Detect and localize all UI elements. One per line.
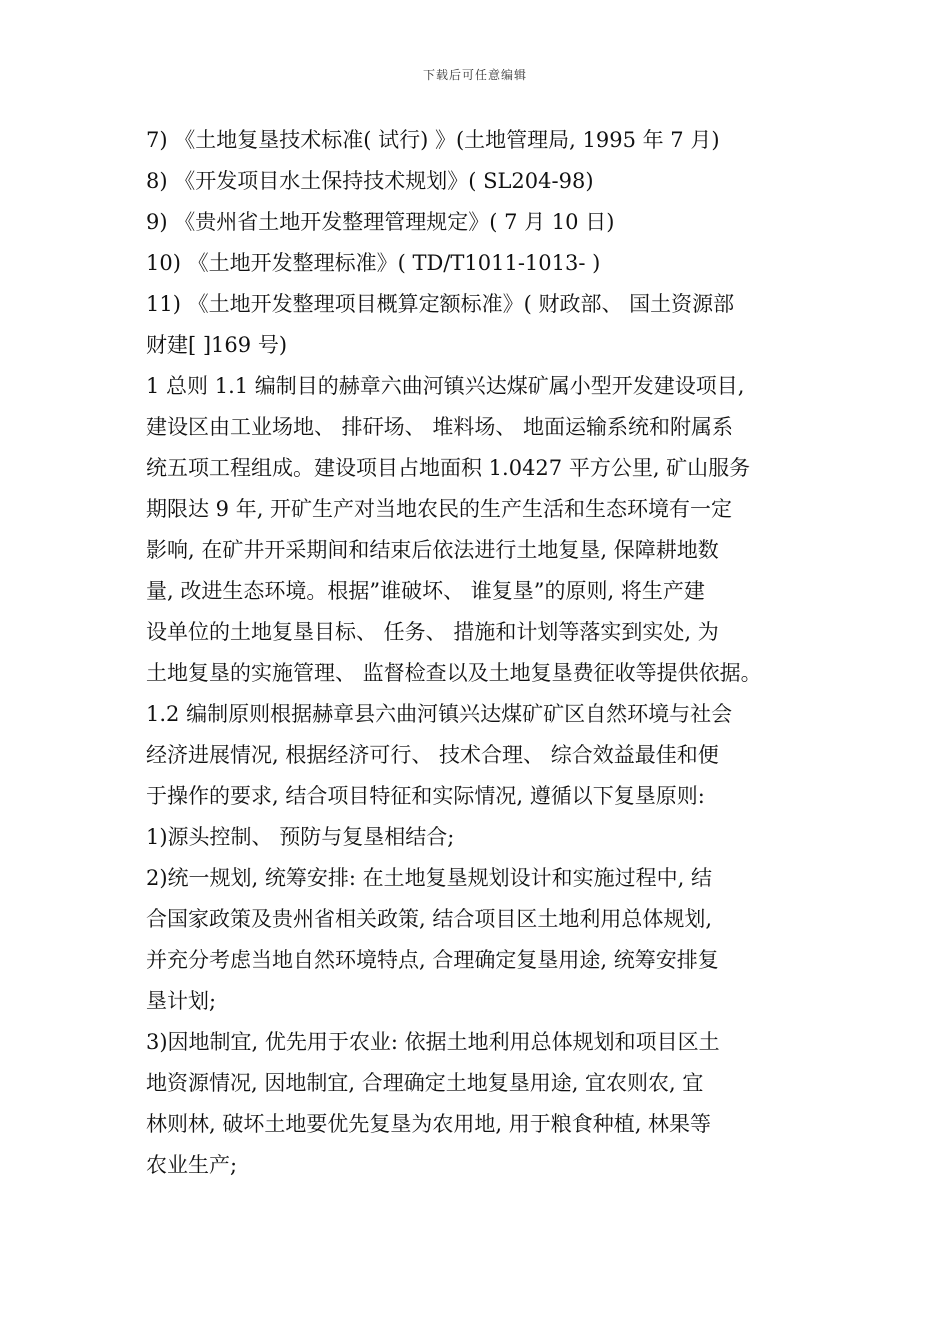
text-line: 于操作的要求, 结合项目特征和实际情况, 遵循以下复垦原则:: [146, 784, 705, 808]
text-line: 并充分考虑当地自然环境特点, 合理确定复垦用途, 统筹安排复: [146, 948, 719, 972]
text-line: 影响, 在矿井开采期间和结束后依法进行土地复垦, 保障耕地数: [146, 538, 719, 562]
text-line: 合国家政策及贵州省相关政策, 结合项目区土地利用总体规划,: [146, 907, 713, 931]
text-line: 土地复垦的实施管理、 监督检查以及土地复垦费征收等提供依据。: [146, 661, 762, 685]
text-line: 期限达 9 年, 开矿生产对当地农民的生产生活和生态环境有一定: [146, 497, 733, 521]
text-line: 林则林, 破坏土地要优先复垦为农用地, 用于粮食种植, 林果等: [146, 1112, 712, 1136]
text-line: 经济进展情况, 根据经济可行、 技术合理、 综合效益最佳和便: [146, 743, 719, 767]
text-line: 8) 《开发项目水土保持技术规划》( SL204-98): [146, 169, 594, 193]
text-line: 11) 《土地开发整理项目概算定额标准》( 财政部、 国土资源部: [146, 292, 735, 316]
page-header: 下载后可任意编辑: [422, 68, 527, 82]
text-line: 1 总则 1.1 编制目的赫章六曲河镇兴达煤矿属小型开发建设项目,: [146, 374, 745, 398]
text-line: 垦计划;: [146, 989, 217, 1013]
text-line: 地资源情况, 因地制宜, 合理确定土地复垦用途, 宜农则农, 宜: [146, 1071, 704, 1095]
text-line: 3)因地制宜, 优先用于农业: 依据土地利用总体规划和项目区土: [146, 1030, 720, 1054]
text-line: 建设区由工业场地、 排矸场、 堆料场、 地面运输系统和附属系: [146, 415, 734, 439]
text-line: 7) 《土地复垦技术标准( 试行) 》(土地管理局, 1995 年 7 月): [146, 128, 720, 152]
text-line: 量, 改进生态环境。根据”谁破坏、 谁复垦”的原则, 将生产建: [146, 579, 705, 603]
text-line: 2)统一规划, 统筹安排: 在土地复垦规划设计和实施过程中, 结: [146, 866, 713, 890]
text-line: 1)源头控制、 预防与复垦相结合;: [146, 825, 455, 849]
document-body: [146, 120, 826, 1186]
text-line: 10) 《土地开发整理标准》( TD/T1011-1013- ): [146, 251, 601, 275]
text-line: 财建[ ]169 号): [146, 333, 288, 357]
text-line: 农业生产;: [146, 1153, 238, 1177]
text-line: 1.2 编制原则根据赫章县六曲河镇兴达煤矿矿区自然环境与社会: [146, 702, 733, 726]
text-line: 设单位的土地复垦目标、 任务、 措施和计划等落实到实处, 为: [146, 620, 719, 644]
text-line: 统五项工程组成。建设项目占地面积 1.0427 平方公里, 矿山服务: [146, 456, 751, 480]
text-line: 9) 《贵州省土地开发整理管理规定》( 7 月 10 日): [146, 210, 615, 234]
